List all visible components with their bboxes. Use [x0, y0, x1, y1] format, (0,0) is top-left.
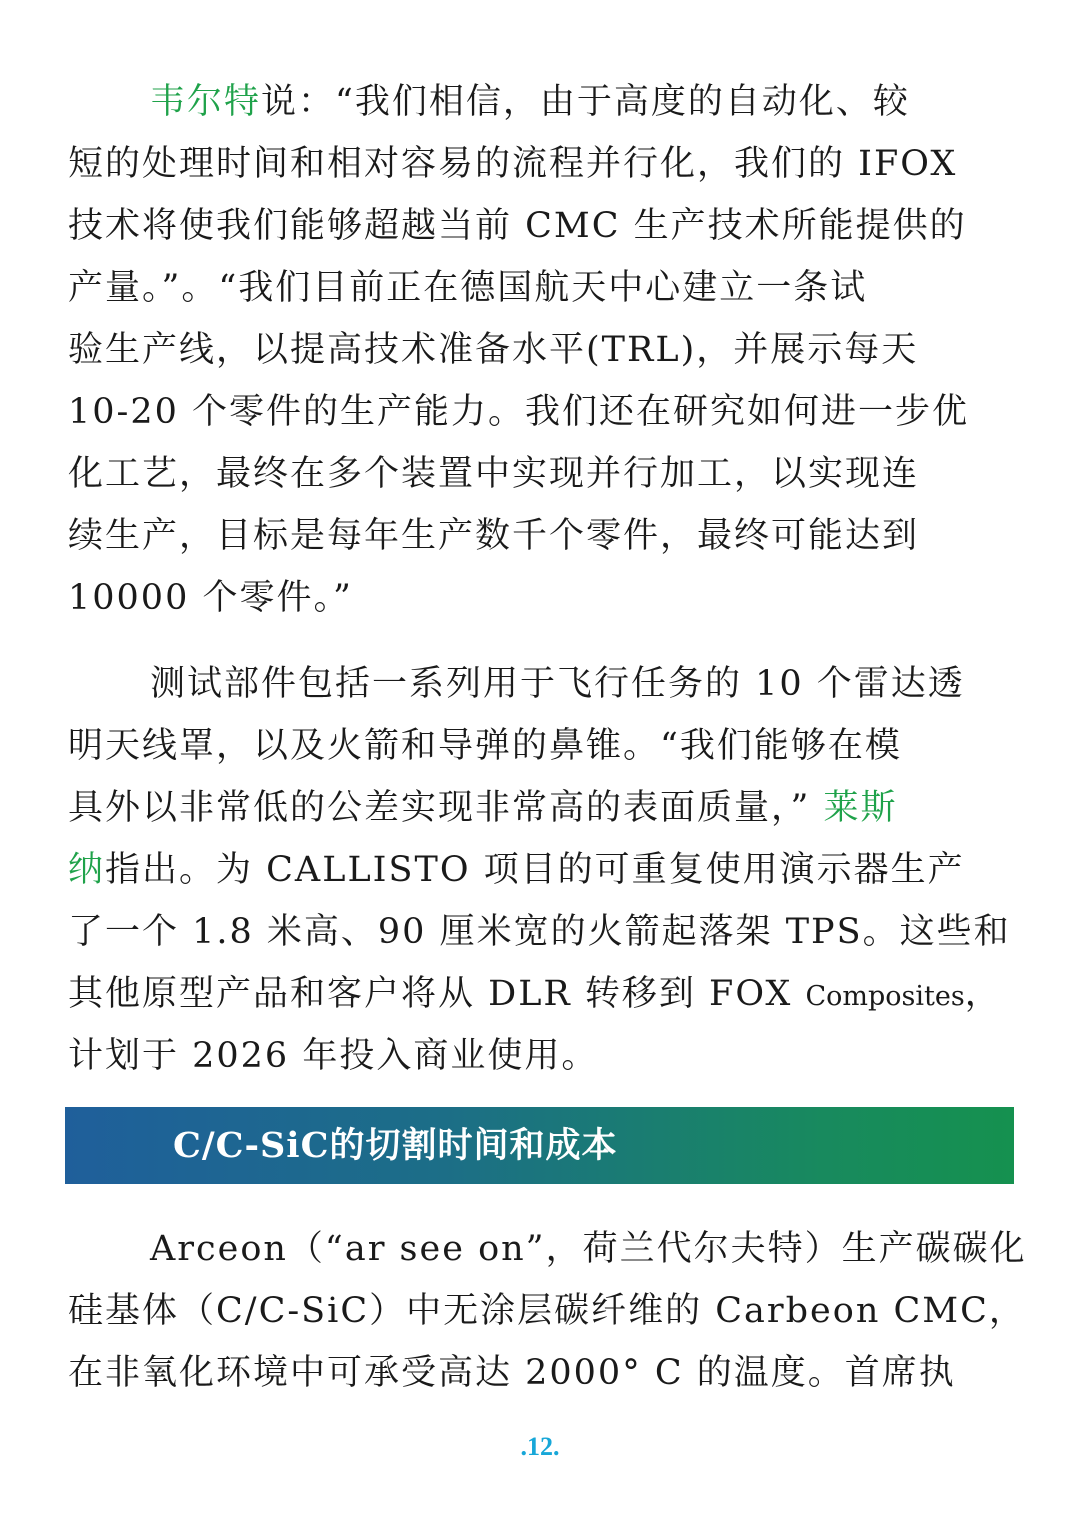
text-line: 产量。”。“我们目前正在德国航天中心建立一条试: [68, 268, 868, 308]
section-title: C/C-SiC的切割时间和成本: [173, 1125, 618, 1166]
text-line: 续生产，目标是每年生产数千个零件，最终可能达到: [68, 516, 920, 556]
text-line: 韦尔特说：“我们相信，由于高度的自动化、较: [150, 82, 910, 122]
text-line: 其他原型产品和客户将从 DLR 转移到 FOX Composites，: [68, 974, 1002, 1014]
text-line: 在非氧化环境中可承受高达 2000° C 的温度。首席执: [68, 1353, 956, 1393]
speaker-name: 莱斯: [823, 788, 898, 828]
quote-paragraph: [68, 71, 1014, 629]
page-number: .12.: [520, 1432, 560, 1461]
text-line: 测试部件包括一系列用于飞行任务的 10 个雷达透: [150, 664, 965, 704]
text-line: 验生产线，以提高技术准备水平(TRL)，并展示每天: [68, 330, 919, 370]
arceon-paragraph: [68, 1218, 1027, 1404]
text-line: 技术将使我们能够超越当前 CMC 生产技术所能提供的: [68, 206, 967, 246]
text-line: 具外以非常低的公差实现非常高的表面质量，” 莱斯: [68, 788, 898, 828]
speaker-name: 纳: [68, 850, 106, 890]
test-parts-paragraph: [68, 653, 1014, 1087]
text-line: 明天线罩，以及火箭和导弹的鼻锥。“我们能够在模: [68, 726, 902, 766]
text-line: 硅基体（C/C-SiC）中无涂层碳纤维的 Carbeon CMC，: [68, 1291, 1026, 1331]
text-line: 10-20 个零件的生产能力。我们还在研究如何进一步优: [68, 392, 970, 432]
text-line: Arceon（“ar see on”，荷兰代尔夫特）生产碳碳化: [150, 1229, 1027, 1269]
section-heading-banner: [65, 1107, 1014, 1184]
speaker-name: 韦尔特: [150, 82, 262, 122]
text-line: 化工艺，最终在多个装置中实现并行加工，以实现连: [68, 454, 920, 494]
text-line: 10000 个零件。”: [68, 578, 353, 618]
text-line: 计划于 2026 年投入商业使用。: [68, 1036, 599, 1076]
text-line: 短的处理时间和相对容易的流程并行化，我们的 IFOX: [68, 144, 958, 184]
text-line: 了一个 1.8 米高、90 厘米宽的火箭起落架 TPS。这些和: [68, 912, 1011, 952]
text-line: 纳指出。为 CALLISTO 项目的可重复使用演示器生产: [68, 850, 965, 890]
